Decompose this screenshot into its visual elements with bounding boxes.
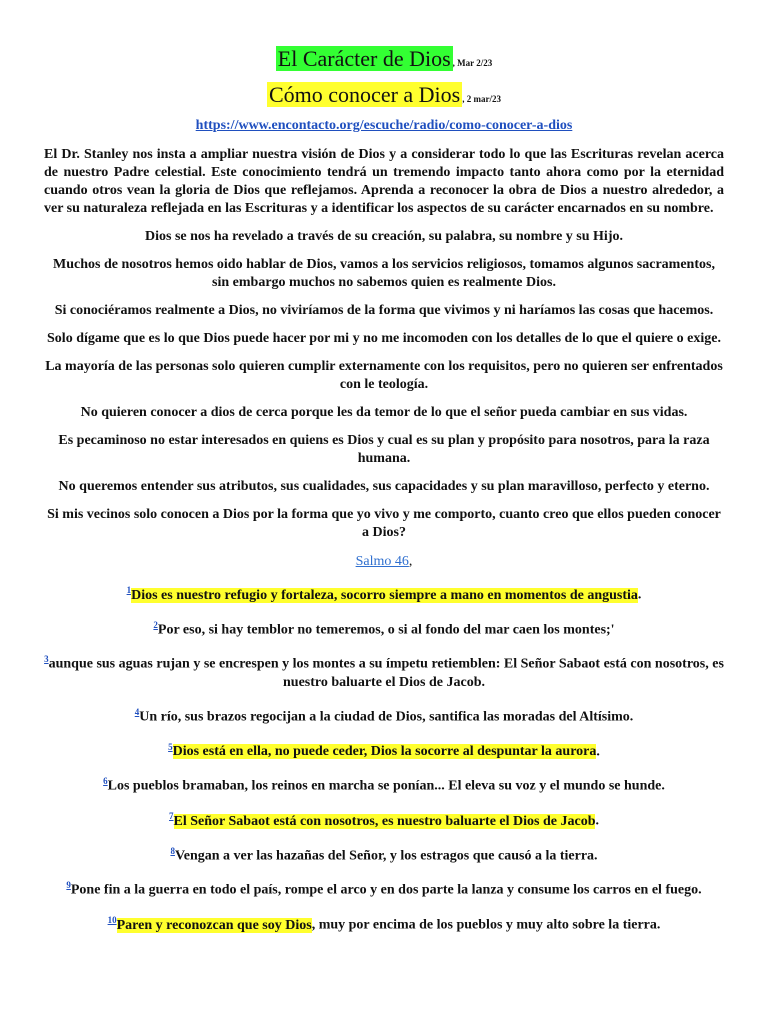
page-subtitle (44, 82, 724, 108)
verse-text: Un río, sus brazos regocijan a la ciudad de Dios, santifica las moradas del Altísimo. (139, 709, 634, 725)
verse-text: Vengan a ver las hazañas del Señor, y los estragos que causó a la tierra. (174, 848, 598, 864)
verse (44, 581, 724, 605)
paragraph: Muchos de nosotros hemos oido hablar de Dios, vamos a los servicios religiosos, tomamos algunos sacramentos, sin embargo muchos no sabemos quien es realmente Dios. (53, 257, 715, 290)
verse-text: . (637, 587, 642, 603)
psalm-link[interactable]: Salmo 46 (355, 554, 409, 569)
paragraph: No quieren conocer a dios de cerca porque les da temor de lo que el señor pueda cambiar en sus vidas. (80, 405, 688, 420)
verse-number-link[interactable]: 7 (169, 810, 174, 821)
document-page (44, 38, 724, 935)
verse-number-link[interactable]: 2 (153, 619, 158, 630)
verse-number-link[interactable]: 3 (44, 654, 49, 665)
verse-highlighted-text: El Señor Sabaot está con nosotros, es nuestro baluarte el Dios de Jacob (173, 813, 596, 829)
source-link-line (44, 116, 724, 134)
verse-text: aunque sus aguas rujan y se encrespen y los montes a su ímpetu retiemblen: El Señor Sabaot está con nosotros, es nuestro baluarte el Dios de Jacob. (48, 656, 724, 690)
verse-number-link[interactable]: 8 (170, 845, 175, 856)
intro-paragraph: El Dr. Stanley nos insta a ampliar nuestra visión de Dios y a considerar todo lo que las Escrituras revelan acerca de nuestro Padre celestial. Este conocimiento tendrá un tremendo impacto tanto ahora como por la eternidad cuando otros vean la gloria de Dios que reflejamos. Aprenda a reconocer la obra de Dios a nuestro alrededor, a ver su naturaleza reflejada en las Escrituras y a identificar los aspectos de su carácter encarnados en su nombre. (44, 147, 724, 216)
verse-number-link[interactable]: 4 (134, 706, 140, 717)
verse-number-link[interactable]: 10 (107, 914, 117, 925)
verse (44, 703, 724, 727)
verse (44, 616, 724, 640)
verse (44, 650, 724, 692)
paragraph: Dios se nos ha revelado a través de su creación, su palabra, su nombre y su Hijo. (145, 229, 623, 244)
verse-highlighted-text: Dios está en ella, no puede ceder, Dios la socorre al despuntar la aurora (172, 744, 597, 760)
verse-text: . (595, 813, 599, 829)
paragraph: Si mis vecinos solo conocen a Dios por la forma que yo vivo y me comporto, cuanto creo que ellos pueden conocer a Dios? (47, 507, 721, 540)
verse (44, 772, 724, 796)
page-title (44, 46, 724, 72)
page-subtitle-date: , 2 mar/23 (462, 94, 501, 104)
page-title-text: El Carácter de Dios (277, 46, 451, 71)
psalm-heading-suffix: , (408, 554, 413, 569)
verse-text: Por eso, si hay temblor no temeremos, o si al fondo del mar caen los montes;' (157, 622, 615, 638)
paragraph: La mayoría de las personas solo quieren cumplir externamente con los requisitos, pero no quieren ser enfrentados con le teología. (45, 359, 723, 392)
verse-text: Pone fin a la guerra en todo el país, rompe el arco y en dos parte la lanza y consume los carros en el fuego. (70, 882, 702, 898)
page-title-date: , Mar 2/23 (452, 58, 493, 68)
verse-number-link[interactable]: 5 (168, 741, 173, 752)
paragraph: No queremos entender sus atributos, sus cualidades, sus capacidades y su plan maravilloso, perfecto y eterno. (58, 479, 710, 494)
page-subtitle-text: Cómo conocer a Dios (269, 82, 461, 107)
paragraph: Es pecaminoso no estar interesados en quiens es Dios y cual es su plan y propósito para nosotros, para la raza humana. (58, 433, 710, 466)
verse (44, 842, 724, 866)
verse-number-link[interactable]: 1 (126, 585, 132, 595)
verse (44, 807, 724, 831)
verse (44, 876, 724, 900)
verse (44, 738, 724, 762)
psalm-heading (44, 554, 724, 570)
verse-number-link[interactable]: 6 (103, 776, 108, 787)
verse-highlighted-text: Paren y reconozcan que soy Dios (116, 917, 312, 933)
verse-text: . (596, 744, 600, 760)
verse-text: Los pueblos bramaban, los reinos en marcha se ponían... El eleva su voz y el mundo se hunde. (107, 778, 665, 794)
source-link[interactable]: https://www.encontacto.org/escuche/radio/como-conocer-a-dios (195, 118, 573, 133)
verse-number-link[interactable]: 9 (66, 880, 71, 891)
paragraph: Solo dígame que es lo que Dios puede hacer por mi y no me incomoden con los detalles de lo que el quiere o exige. (47, 331, 721, 346)
paragraph: Si conociéramos realmente a Dios, no viviríamos de la forma que vivimos y ni haríamos las cosas que hacemos. (54, 303, 714, 318)
verse-highlighted-text: Dios es nuestro refugio y fortaleza, socorro siempre a mano en momentos de angustia (131, 587, 638, 603)
verse (44, 911, 724, 935)
verse-text: , muy por encima de los pueblos y muy alto sobre la tierra. (311, 917, 661, 933)
